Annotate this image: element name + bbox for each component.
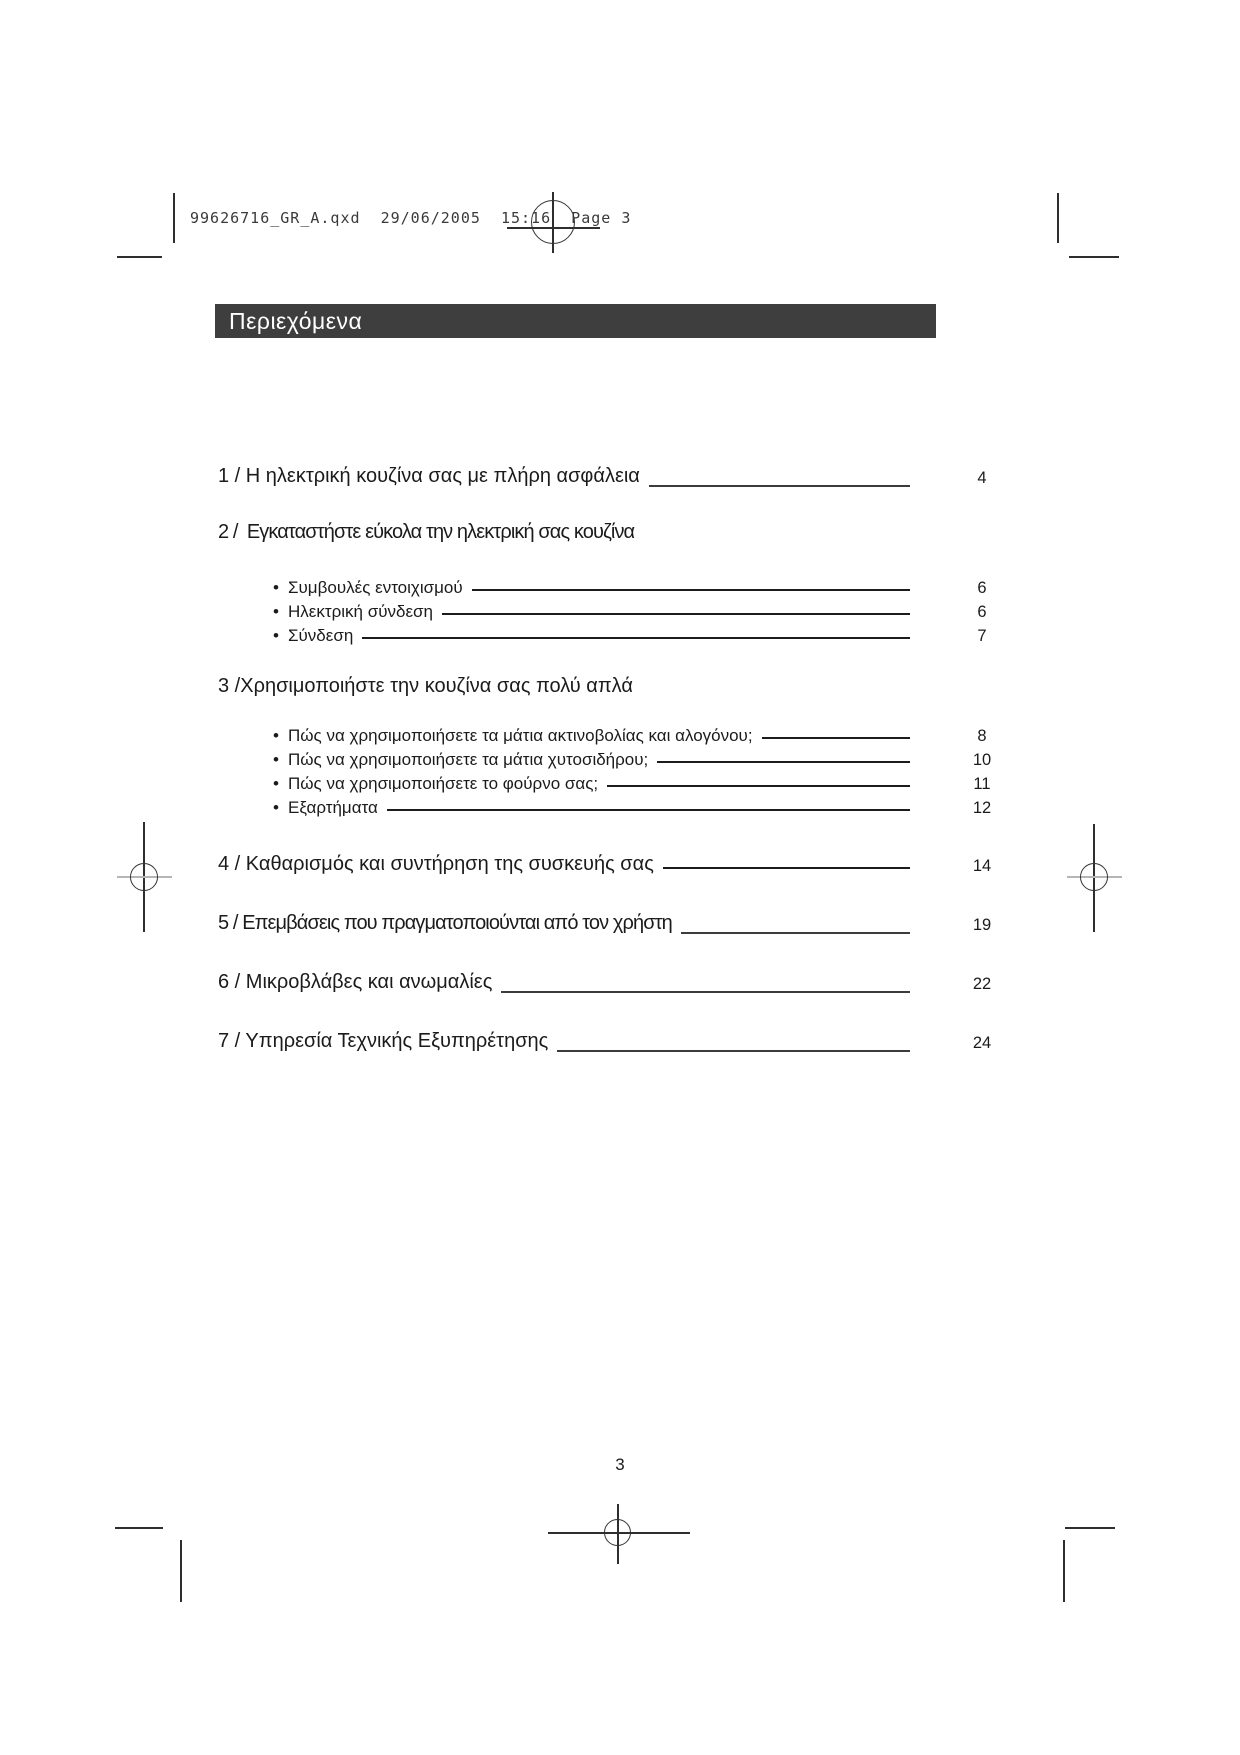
toc-leader-line <box>387 809 910 811</box>
toc-leader-line <box>557 1050 910 1052</box>
toc-entry-section-2 <box>218 520 1006 545</box>
toc-page-number: 4 <box>977 469 987 488</box>
toc-page-number: 11 <box>973 774 991 793</box>
toc-leader-line <box>663 867 910 869</box>
toc-entry-label: 2 / Εγκαταστήστε εύκολα την ηλεκτρική σας κουζίνα <box>218 521 635 543</box>
toc-entry-label: Ηλεκτρική σύνδεση <box>288 602 433 621</box>
toc-leader-line <box>762 737 910 739</box>
toc-entry-label: Πώς να χρησιμοποιήσετε τα μάτια ακτινοβολίας και αλογόνου; <box>288 726 753 745</box>
registration-mark-bottom-circle <box>604 1519 631 1546</box>
bullet-icon: • <box>273 626 279 645</box>
toc-leader-line <box>681 932 910 934</box>
toc-entry-bullet <box>218 773 1006 794</box>
bullet-icon: • <box>273 578 279 597</box>
toc-leader-line <box>362 637 910 639</box>
toc-page-number: 7 <box>977 626 987 645</box>
crop-mark-top-right-horizontal <box>1069 256 1119 258</box>
toc-leader-line <box>501 991 910 993</box>
toc-leader-line <box>657 761 910 763</box>
registration-mark-right-circle <box>1080 863 1108 891</box>
crop-mark-top-left-horizontal <box>117 256 162 258</box>
toc-page-number: 14 <box>972 857 992 876</box>
toc-entry-bullet <box>218 797 1006 818</box>
toc-entry-bullet <box>218 577 1006 598</box>
toc-page-number: 8 <box>977 726 987 745</box>
toc-leader-line <box>649 485 910 487</box>
page-title: Περιεχόμενα <box>229 307 363 334</box>
toc-entry-label: Πώς να χρησιμοποιήσετε τα μάτια χυτοσιδήρου; <box>288 750 649 769</box>
toc-leader-line <box>607 785 910 787</box>
toc-entry-label: 4 / Καθαρισμός και συντήρηση της συσκευής σας <box>218 853 654 875</box>
toc-page-number: 6 <box>977 602 987 621</box>
toc-entry-label: 7 / Υπηρεσία Τεχνικής Εξυπηρέτησης <box>218 1030 549 1052</box>
bullet-icon: • <box>273 750 279 769</box>
toc-page-number: 24 <box>972 1034 992 1053</box>
crop-mark-bottom-right-vertical <box>1063 1540 1065 1602</box>
toc-entry-label: Πώς να χρησιμοποιήσετε το φούρνο σας; <box>288 774 599 793</box>
toc-entry-section-7 <box>218 1029 1006 1054</box>
toc-entry-bullet <box>218 601 1006 622</box>
toc-entry-section-3 <box>218 674 1006 699</box>
registration-mark-left-circle <box>130 863 158 891</box>
toc-entry-section-5 <box>218 911 1006 936</box>
toc-entry-bullet <box>218 749 1006 770</box>
toc-entry-label: 3 /Χρησιμοποιήστε την κουζίνα σας πολύ απλά <box>218 675 633 697</box>
contents-title-bar <box>215 304 936 338</box>
toc-entry-section-1 <box>218 464 1006 489</box>
bullet-icon: • <box>273 726 279 745</box>
toc-entry-bullet <box>218 625 1006 646</box>
toc-entry-section-4 <box>218 852 1006 877</box>
bullet-icon: • <box>273 774 279 793</box>
toc-leader-line <box>442 613 910 615</box>
toc-page-number: 6 <box>977 578 987 597</box>
toc-page-number: 10 <box>972 750 992 769</box>
toc-page-number: 22 <box>972 975 992 994</box>
footer-page-number: 3 <box>615 1455 625 1474</box>
toc-entry-label: Σύνδεση <box>288 626 354 645</box>
crop-mark-bottom-right-horizontal <box>1065 1527 1115 1529</box>
print-job-header: 99626716_GR_A.qxd 29/06/2005 15:16 Page 3 <box>190 209 632 227</box>
toc-entry-label: Συμβουλές εντοιχισμού <box>288 578 463 597</box>
toc-page-number: 12 <box>972 798 992 817</box>
toc-entry-bullet <box>218 725 1006 746</box>
bullet-icon: • <box>273 602 279 621</box>
toc-entry-label: 5 / Επεμβάσεις που πραγματοποιούνται από τον χρήστη <box>218 912 672 934</box>
toc-entry-label: Εξαρτήματα <box>288 798 378 817</box>
crop-mark-top-left-vertical <box>173 193 175 243</box>
bullet-icon: • <box>273 798 279 817</box>
toc-entry-label: 6 / Μικροβλάβες και ανωμαλίες <box>218 971 493 993</box>
crop-mark-bottom-left-vertical <box>180 1540 182 1602</box>
toc-entry-label: 1 / Η ηλεκτρική κουζίνα σας με πλήρη ασφάλεια <box>218 465 640 487</box>
toc-page-number: 19 <box>972 916 992 935</box>
crop-mark-bottom-left-horizontal <box>115 1527 163 1529</box>
toc-leader-line <box>472 589 910 591</box>
toc-entry-section-6 <box>218 970 1006 995</box>
crop-mark-top-right-vertical <box>1057 193 1059 243</box>
